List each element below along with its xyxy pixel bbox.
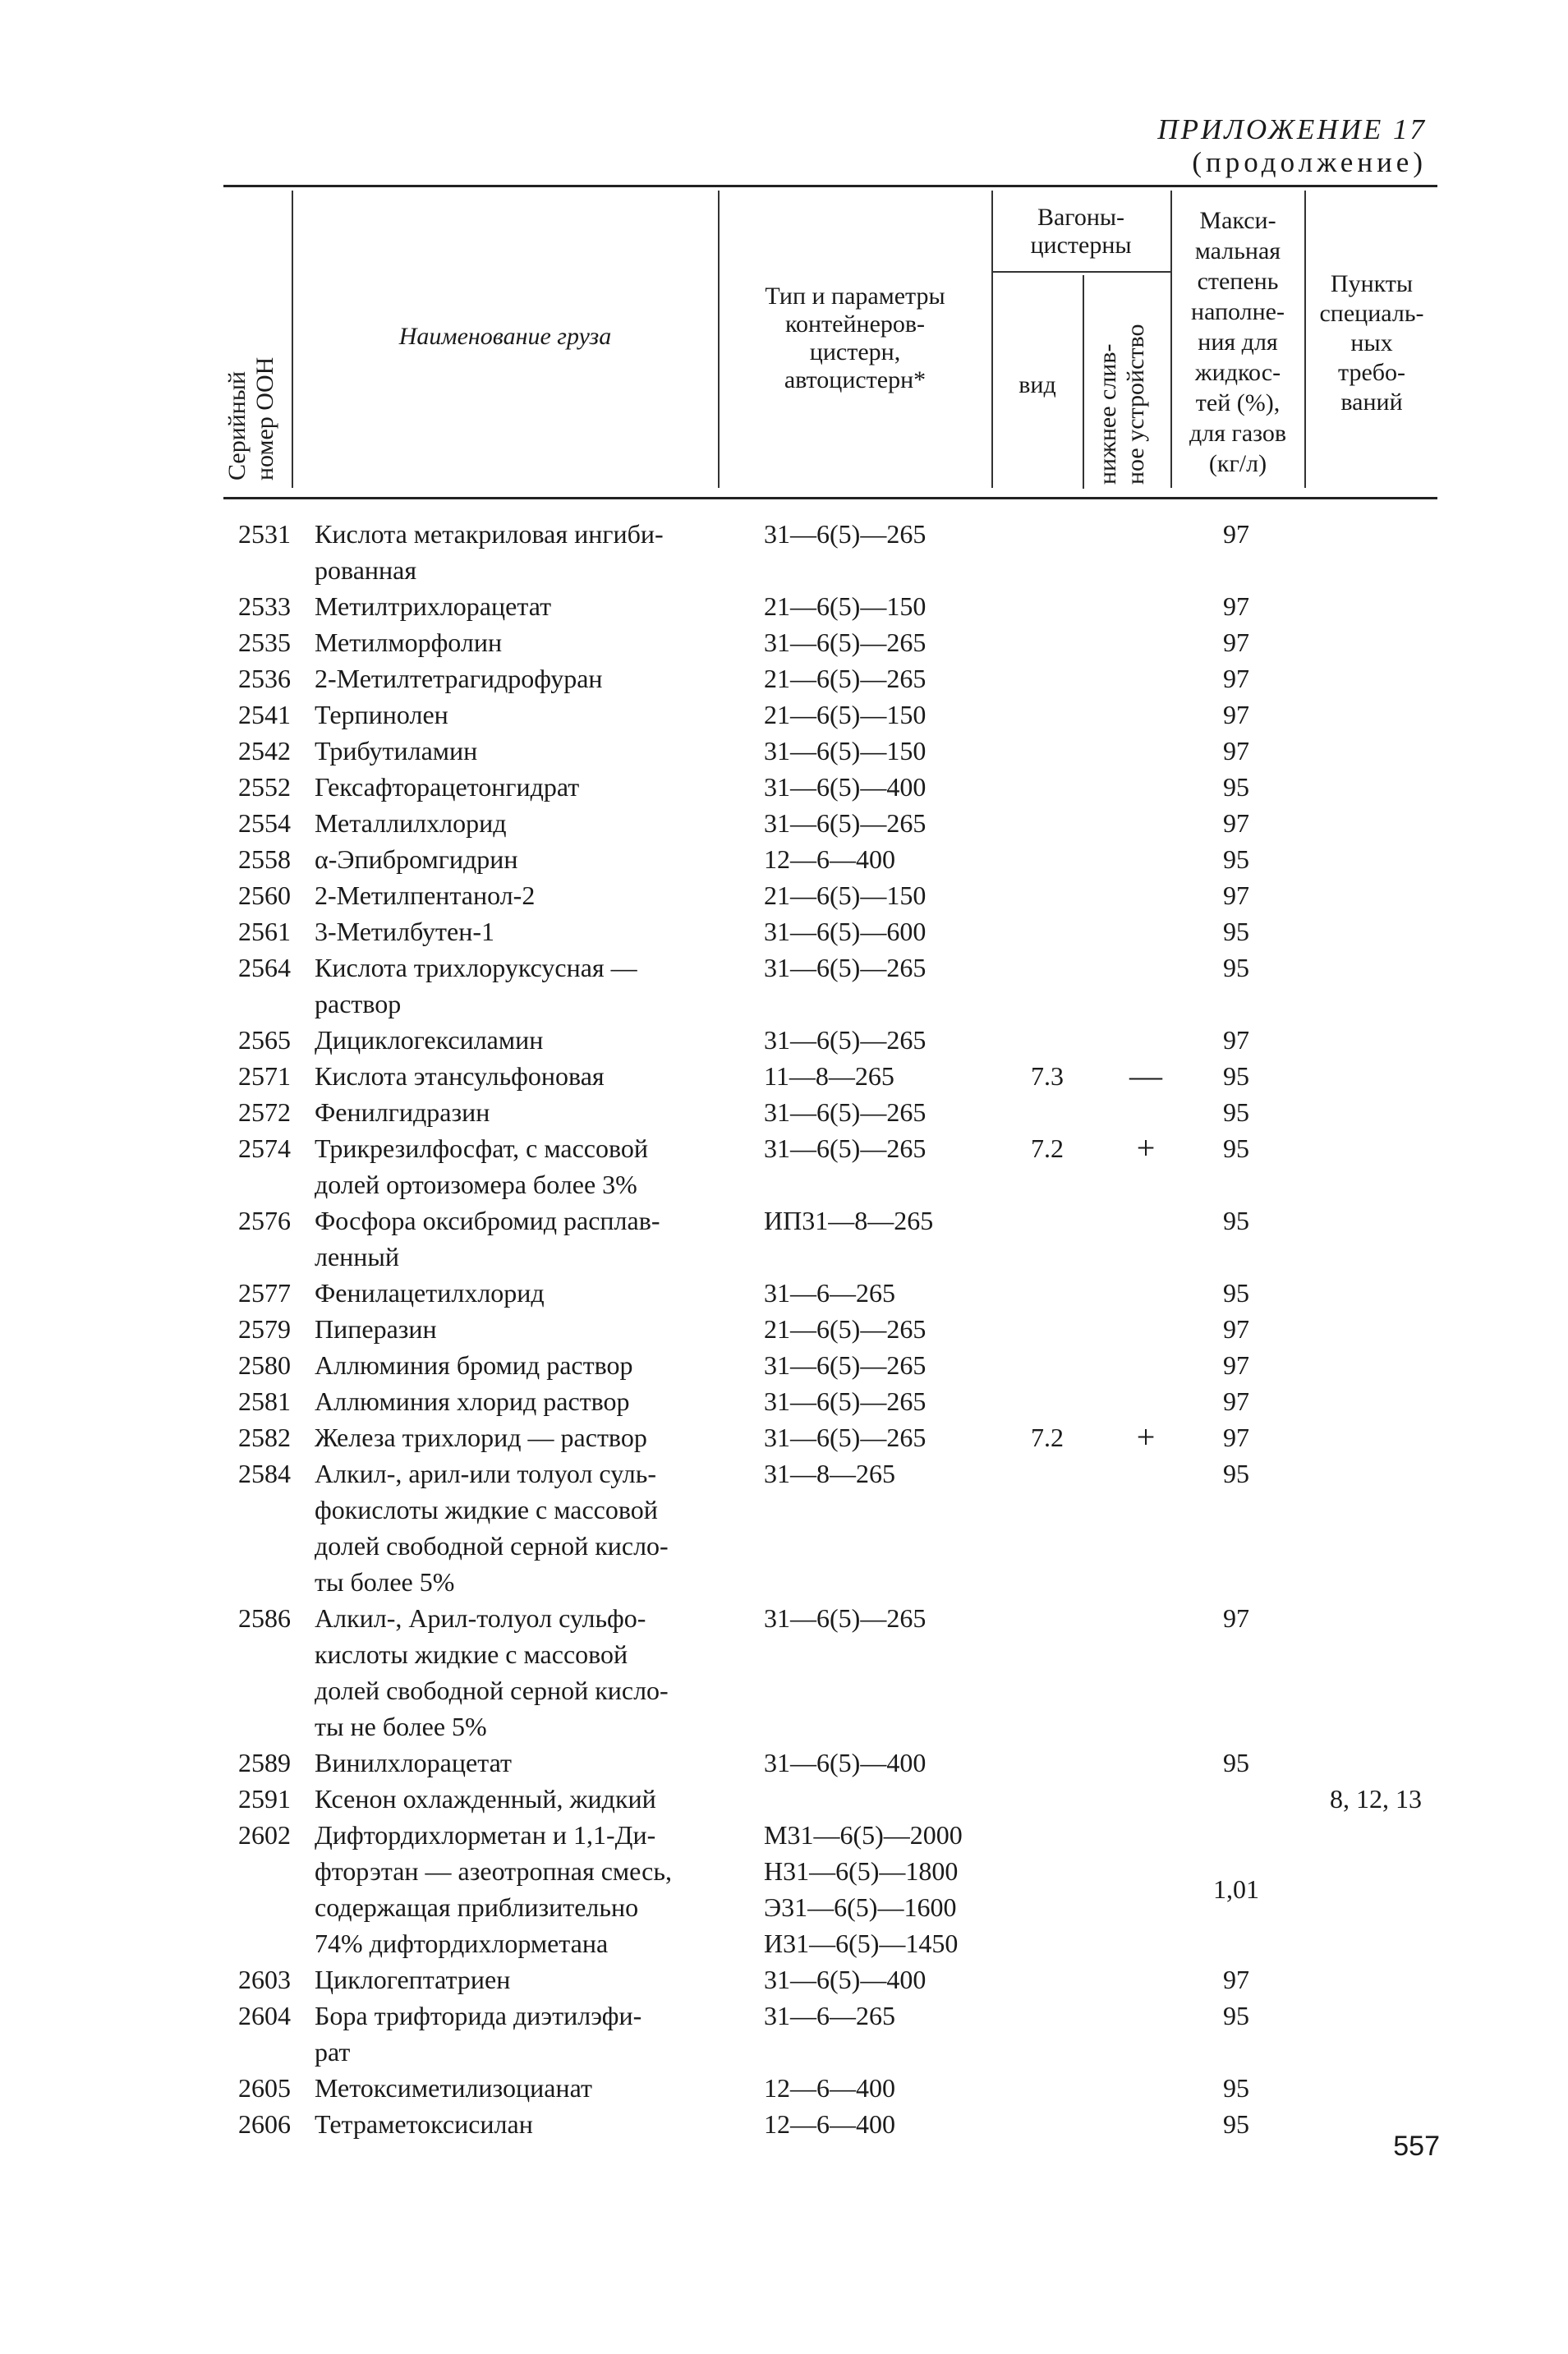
tank-spec	[764, 733, 1027, 769]
un-number: 2604	[238, 2001, 291, 2030]
cargo-name-line: 3-Метилбутен-1	[315, 917, 494, 946]
cargo-name-line: Фенилгидразин	[315, 1097, 490, 1127]
max-fill-value: 95	[1223, 1061, 1249, 1091]
max-fill-value: 97	[1223, 1603, 1249, 1633]
cargo-name-line: рованная	[315, 555, 417, 585]
max-fill-value: 97	[1223, 1025, 1249, 1055]
max-fill-value: 97	[1223, 519, 1249, 549]
col-header-cargo-name-text: Наименование груза	[398, 323, 612, 350]
tank-spec-line: 12—6—400	[764, 2073, 895, 2103]
tank-spec-line: 31—6—265	[764, 2001, 895, 2030]
cargo-name-line: α-Эпибромгидрин	[315, 844, 518, 874]
page-number: 557	[1393, 2131, 1440, 2162]
cargo-name-line: Метоксиметилизоцианат	[315, 2073, 592, 2103]
tank-spec-line: 31—6(5)—265	[764, 1423, 927, 1452]
col-header-max-fill-line: ния для	[1198, 329, 1278, 356]
max-fill-value: 95	[1223, 1748, 1249, 1777]
tank-spec	[764, 2070, 1027, 2106]
tank-spec	[764, 1455, 1027, 1492]
cargo-name	[315, 1961, 758, 1998]
un-number: 2561	[238, 917, 291, 946]
tank-spec-line: 31—6(5)—265	[764, 808, 927, 838]
tank-spec	[764, 1347, 1027, 1383]
cargo-name-line: Алкил-, арил-или толуол суль-	[315, 1459, 656, 1488]
max-fill-value: 95	[1223, 917, 1249, 946]
un-number: 2541	[238, 700, 291, 729]
un-number: 2591	[238, 1784, 291, 1814]
cargo-name	[315, 2070, 758, 2106]
cargo-name-line: Кислота трихлоруксусная —	[315, 953, 637, 982]
tank-spec	[764, 1094, 1027, 1130]
max-fill-value: 95	[1223, 772, 1249, 802]
col-header-special-line: ваний	[1340, 389, 1403, 416]
max-fill-value: 97	[1223, 591, 1249, 621]
max-fill-value: 95	[1223, 953, 1249, 982]
col-header-max-fill-line: степень	[1197, 268, 1279, 295]
tank-spec	[764, 1058, 1027, 1094]
tank-spec	[764, 913, 1027, 949]
col-header-special	[1306, 269, 1437, 417]
cargo-name-line: раствор	[315, 989, 402, 1018]
max-fill-value: 95	[1223, 2001, 1249, 2030]
un-number: 2552	[238, 772, 291, 802]
tank-spec	[764, 1130, 1027, 1166]
un-number: 2577	[238, 1278, 291, 1308]
cargo-name-line: Дициклогексиламин	[315, 1025, 544, 1055]
cargo-name	[315, 1998, 758, 2070]
col-header-un-number-line: Серийный	[223, 370, 251, 480]
max-fill-value: 95	[1223, 2073, 1249, 2103]
cargo-name-line: Дифтордихлорметан и 1,1-Ди-	[315, 1820, 656, 1850]
tank-spec-line: 31—6—265	[764, 1278, 895, 1308]
cargo-name-line: содержащая приблизительно	[315, 1892, 639, 1922]
cargo-name	[315, 660, 758, 697]
un-number: 2542	[238, 736, 291, 766]
cargo-name	[315, 769, 758, 805]
col-header-tank-type-line: цистерн,	[809, 338, 901, 366]
tank-spec-line: ИП31—8—265	[764, 1206, 934, 1235]
max-fill-value: 95	[1223, 1278, 1249, 1308]
cargo-name-line: Металлилхлорид	[315, 808, 507, 838]
col-header-special-line: ных	[1350, 329, 1393, 356]
cargo-name-line: фторэтан — азеотропная смесь,	[315, 1856, 672, 1886]
cargo-name	[315, 1094, 758, 1130]
cargo-name-line: ленный	[315, 1242, 400, 1271]
un-number: 2558	[238, 844, 291, 874]
un-number: 2586	[238, 1603, 291, 1633]
cargo-name-line: долей ортоизомера более 3%	[315, 1170, 637, 1199]
un-number: 2564	[238, 953, 291, 982]
cargo-name-line: рат	[315, 2037, 351, 2067]
tank-spec-line: Э31—6(5)—1600	[764, 1892, 957, 1922]
cargo-name-line: Трикрезилфосфат, с массовой	[315, 1133, 648, 1163]
cargo-name-line: Метилморфолин	[315, 628, 503, 657]
appendix-header	[1157, 113, 1427, 179]
cargo-name	[315, 1275, 758, 1311]
cargo-name	[315, 913, 758, 949]
col-header-bottom-drain-line: нижнее слив-	[1094, 343, 1121, 485]
col-header-bottom-drain	[1094, 324, 1150, 485]
tank-spec-line: 21—6(5)—265	[764, 1314, 927, 1344]
cargo-name-line: 74% дифтордихлорметана	[315, 1929, 609, 1958]
cargo-name	[315, 624, 758, 660]
cargo-name-line: долей свободной серной кисло-	[315, 1676, 669, 1705]
tank-spec-line: Н31—6(5)—1800	[764, 1856, 959, 1886]
col-header-max-fill-line: (кг/л)	[1208, 450, 1267, 477]
un-number: 2572	[238, 1097, 291, 1127]
un-number: 2574	[238, 1133, 291, 1163]
un-number: 2580	[238, 1350, 291, 1380]
tank-spec-line: 21—6(5)—265	[764, 664, 927, 693]
col-header-max-fill	[1172, 205, 1304, 479]
tank-spec	[764, 1275, 1027, 1311]
un-number: 2560	[238, 880, 291, 910]
tank-spec	[764, 841, 1027, 877]
cargo-name	[315, 1419, 758, 1455]
bottom-drain-mark: +	[1136, 1418, 1156, 1455]
cargo-name-line: Алкил-, Арил-толуол сульфо-	[315, 1603, 646, 1633]
max-fill-value: 97	[1223, 1350, 1249, 1380]
cargo-name	[315, 1202, 758, 1275]
tank-spec-line: 31—8—265	[764, 1459, 895, 1488]
max-fill-value: 95	[1223, 2109, 1249, 2139]
cargo-name-line: кислоты жидкие с массовой	[315, 1639, 628, 1669]
tank-spec	[764, 805, 1027, 841]
tank-car-kind: 7.2	[1031, 1423, 1064, 1452]
max-fill-value: 95	[1223, 1133, 1249, 1163]
col-header-max-fill-line: Макси-	[1199, 207, 1276, 234]
tank-spec-line: 31—6(5)—400	[764, 1748, 927, 1777]
cargo-name	[315, 1455, 758, 1600]
un-number: 2602	[238, 1820, 291, 1850]
header-top-rule	[223, 185, 1437, 187]
un-number: 2603	[238, 1965, 291, 1994]
header-divider	[718, 191, 720, 488]
max-fill-value: 97	[1223, 736, 1249, 766]
tank-spec	[764, 1600, 1027, 1636]
cargo-name	[315, 1130, 758, 1202]
col-header-special-line: Пункты	[1330, 270, 1414, 297]
cargo-name	[315, 1022, 758, 1058]
cargo-name-line: Аллюминия хлорид раствор	[315, 1386, 630, 1416]
un-number: 2533	[238, 591, 291, 621]
tank-spec-line: 31—6(5)—265	[764, 1097, 927, 1127]
cargo-name	[315, 1781, 758, 1817]
cargo-name	[315, 1058, 758, 1094]
col-header-kind-text: вид	[1019, 371, 1056, 398]
tank-spec	[764, 697, 1027, 733]
max-fill-value: 97	[1223, 1965, 1249, 1994]
max-fill-value: 97	[1223, 1386, 1249, 1416]
tank-spec-line: 31—6(5)—265	[764, 1025, 927, 1055]
tank-spec-line: 31—6(5)—265	[764, 519, 927, 549]
col-header-bottom-drain-line: ное устройство	[1122, 324, 1149, 485]
tank-spec-line: М31—6(5)—2000	[764, 1820, 963, 1850]
cargo-name	[315, 516, 758, 588]
cargo-name	[315, 1600, 758, 1745]
max-fill-value: 95	[1223, 844, 1249, 874]
tank-spec	[764, 516, 1027, 552]
tank-spec-line: 31—6(5)—400	[764, 772, 927, 802]
tank-spec-line: 12—6—400	[764, 844, 895, 874]
tank-spec-line: 31—6(5)—400	[764, 1965, 927, 1994]
col-header-tank-cars	[993, 204, 1169, 260]
max-fill-value: 95	[1223, 1097, 1249, 1127]
col-header-tank-type-line: автоцистерн*	[784, 366, 927, 393]
tank-spec-line: 31—6(5)—265	[764, 953, 927, 982]
cargo-name-line: Кислота этансульфоновая	[315, 1061, 605, 1091]
tank-spec	[764, 1817, 1027, 1961]
bottom-drain-mark: —	[1129, 1057, 1162, 1094]
cargo-name	[315, 2106, 758, 2142]
un-number: 2536	[238, 664, 291, 693]
col-header-tank-type-line: Тип и параметры	[765, 283, 945, 310]
header-divider	[292, 191, 293, 488]
max-fill-value: 1,01	[1213, 1874, 1259, 1904]
tank-spec-line: 31—6(5)—265	[764, 1350, 927, 1380]
header-divider	[1083, 275, 1084, 489]
tank-spec	[764, 1745, 1027, 1781]
tank-spec-line: 21—6(5)—150	[764, 591, 927, 621]
un-number: 2579	[238, 1314, 291, 1344]
tank-car-kind: 7.3	[1031, 1061, 1064, 1091]
max-fill-value: 97	[1223, 664, 1249, 693]
cargo-name-line: Метилтрихлорацетат	[315, 591, 552, 621]
tank-spec	[764, 1383, 1027, 1419]
tank-spec	[764, 1998, 1027, 2034]
max-fill-value: 97	[1223, 1314, 1249, 1344]
cargo-name	[315, 877, 758, 913]
appendix-subtitle: (продолжение)	[1192, 146, 1427, 178]
cargo-name	[315, 1817, 758, 1961]
tank-spec-line: 21—6(5)—150	[764, 700, 927, 729]
cargo-name-line: Фенилацетилхлорид	[315, 1278, 545, 1308]
max-fill-value: 97	[1223, 1423, 1249, 1452]
cargo-name	[315, 733, 758, 769]
header-bottom-rule	[223, 497, 1437, 499]
tank-spec-line: 11—8—265	[764, 1061, 894, 1091]
max-fill-value: 97	[1223, 628, 1249, 657]
tank-spec-line: 31—6(5)—265	[764, 628, 927, 657]
cargo-name	[315, 697, 758, 733]
col-header-tank-type-line: контейнеров-	[784, 310, 926, 338]
max-fill-value: 95	[1223, 1459, 1249, 1488]
cargo-name-line: ты не более 5%	[315, 1712, 487, 1741]
col-header-max-fill-line: для газов	[1189, 420, 1286, 447]
cargo-name-line: Циклогептатриен	[315, 1965, 511, 1994]
tank-spec	[764, 949, 1027, 986]
un-number: 2605	[238, 2073, 291, 2103]
col-header-max-fill-line: жидкос-	[1194, 359, 1281, 386]
cargo-name-line: фокислоты жидкие с массовой	[315, 1495, 658, 1524]
cargo-name-line: Трибутиламин	[315, 736, 478, 766]
un-number: 2582	[238, 1423, 291, 1452]
col-header-max-fill-line: наполне-	[1191, 298, 1285, 325]
cargo-name-line: 2-Метилтетрагидрофуран	[315, 664, 603, 693]
col-header-tank-type	[721, 283, 989, 394]
cargo-name-line: Пиперазин	[315, 1314, 437, 1344]
tank-spec-line: 12—6—400	[764, 2109, 895, 2139]
cargo-name-line: долей свободной серной кисло-	[315, 1531, 669, 1561]
tank-spec-line: И31—6(5)—1450	[764, 1929, 959, 1958]
cargo-name	[315, 949, 758, 1022]
tank-car-kind: 7.2	[1031, 1133, 1064, 1163]
max-fill-value: 97	[1223, 700, 1249, 729]
cargo-name-line: 2-Метилпентанол-2	[315, 880, 536, 910]
col-header-tank-cars-line: цистерны	[1030, 232, 1132, 259]
tank-spec	[764, 2106, 1027, 2142]
col-header-un-number	[223, 357, 279, 480]
max-fill-value: 95	[1223, 1206, 1249, 1235]
un-number: 2571	[238, 1061, 291, 1091]
tank-spec-line: 21—6(5)—150	[764, 880, 927, 910]
cargo-name-line: ты более 5%	[315, 1567, 455, 1597]
col-header-un-number-line: номер ООН	[251, 356, 278, 480]
tank-spec	[764, 1022, 1027, 1058]
tank-spec	[764, 1202, 1027, 1239]
col-header-special-line: требо-	[1337, 359, 1406, 386]
un-number: 2589	[238, 1748, 291, 1777]
bottom-drain-mark: +	[1136, 1129, 1156, 1166]
col-header-max-fill-line: тей (%),	[1195, 389, 1281, 416]
cargo-name-line: Терпинолен	[315, 700, 448, 729]
tank-spec-line: 31—6(5)—150	[764, 736, 927, 766]
cargo-name	[315, 1745, 758, 1781]
un-number: 2565	[238, 1025, 291, 1055]
tank-spec-line: 31—6(5)—600	[764, 917, 927, 946]
un-number: 2606	[238, 2109, 291, 2139]
header-subrule	[991, 271, 1170, 273]
un-number: 2576	[238, 1206, 291, 1235]
cargo-name	[315, 1383, 758, 1419]
tank-spec	[764, 660, 1027, 697]
tank-spec-line: 31—6(5)—265	[764, 1386, 927, 1416]
cargo-name-line: Кислота метакриловая ингиби-	[315, 519, 664, 549]
cargo-name-line: Гексафторацетонгидрат	[315, 772, 580, 802]
cargo-name-line: Тетраметоксисилан	[315, 2109, 533, 2139]
tank-spec	[764, 588, 1027, 624]
tank-spec	[764, 769, 1027, 805]
tank-spec-line: 31—6(5)—265	[764, 1133, 927, 1163]
tank-spec	[764, 1961, 1027, 1998]
cargo-name	[315, 841, 758, 877]
tank-spec	[764, 624, 1027, 660]
cargo-name-line: Железа трихлорид — раствор	[315, 1423, 647, 1452]
cargo-name-line: Бора трифторида диэтилэфи-	[315, 2001, 642, 2030]
un-number: 2531	[238, 519, 291, 549]
tank-spec-line: 31—6(5)—265	[764, 1603, 927, 1633]
col-header-cargo-name	[296, 323, 715, 351]
cargo-name-line: Винилхлорацетат	[315, 1748, 512, 1777]
tank-spec	[764, 1311, 1027, 1347]
tank-spec	[764, 1419, 1027, 1455]
un-number: 2535	[238, 628, 291, 657]
appendix-title: ПРИЛОЖЕНИЕ 17	[1157, 113, 1427, 145]
un-number: 2554	[238, 808, 291, 838]
col-header-kind	[993, 371, 1082, 399]
cargo-name	[315, 1311, 758, 1347]
cargo-name-line: Ксенон охлажденный, жидкий	[315, 1784, 656, 1814]
tank-spec	[764, 877, 1027, 913]
un-number: 2584	[238, 1459, 291, 1488]
special-requirements: 8, 12, 13	[1330, 1784, 1422, 1814]
cargo-name	[315, 1347, 758, 1383]
cargo-name-line: Фосфора оксибромид расплав-	[315, 1206, 660, 1235]
cargo-name-line: Аллюминия бромид раствор	[315, 1350, 633, 1380]
max-fill-value: 97	[1223, 808, 1249, 838]
max-fill-value: 97	[1223, 880, 1249, 910]
col-header-tank-cars-line: Вагоны-	[1037, 204, 1125, 231]
col-header-max-fill-line: мальная	[1194, 237, 1281, 264]
cargo-name	[315, 805, 758, 841]
un-number: 2581	[238, 1386, 291, 1416]
col-header-special-line: специаль-	[1319, 300, 1424, 327]
cargo-name	[315, 588, 758, 624]
